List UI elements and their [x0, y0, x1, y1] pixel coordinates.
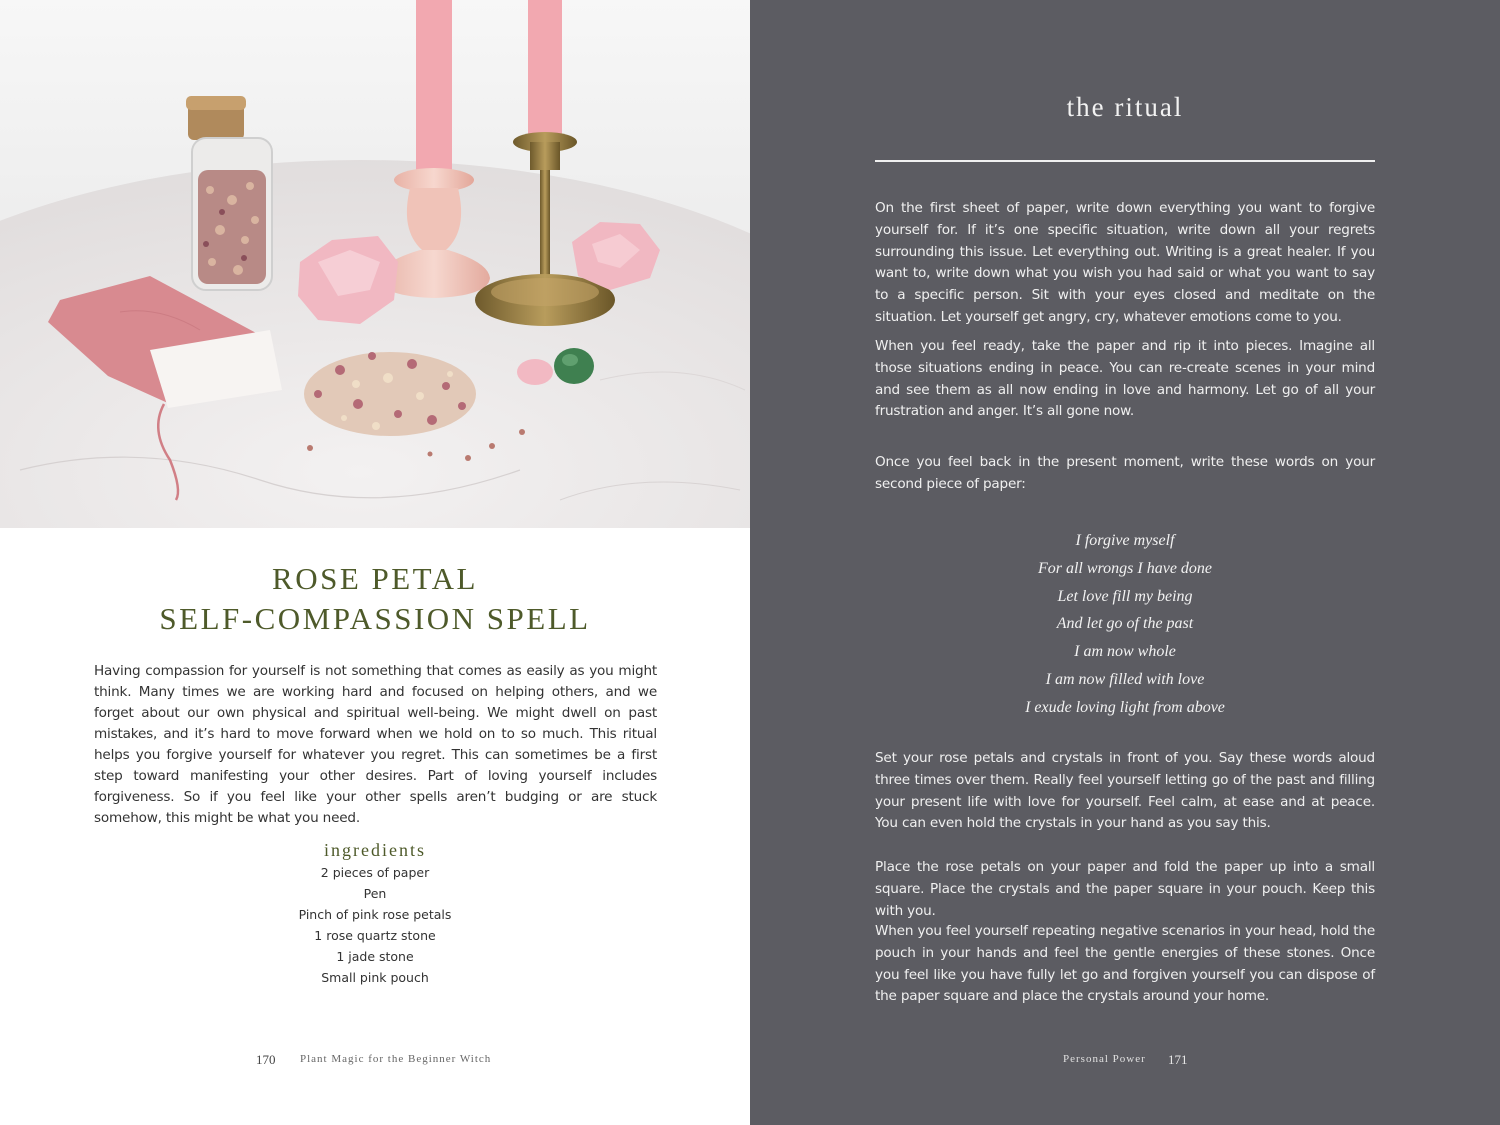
- spell-photo: [0, 0, 750, 528]
- right-page-number: 171: [1168, 1052, 1188, 1067]
- spell-title-line2: SELF-COMPASSION SPELL: [159, 601, 591, 636]
- ingredient-item: Pinch of pink rose petals: [298, 907, 452, 922]
- right-running-title: Personal Power: [1063, 1053, 1146, 1065]
- ingredients-list: [0, 862, 750, 988]
- left-page-number: 170: [256, 1052, 276, 1067]
- ritual-paragraph: When you feel yourself repeating negative scenarios in your head, hold the pouch in your hands and feel the gentle energies of these stones. Once you feel like you have fully let go and forgiven yourself you can dispose of the paper square and place the crystals around your home.: [875, 923, 1375, 1005]
- intro-paragraph: Having compassion for yourself is not something that comes as easily as you might think. Many times we are working hard and focused on helping others, and we forget about our own physical and spiritual well-being. We might dwell on past mistakes, and it’s hard to move forward when we hold on to so much. This ritual helps you forgive yourself for whatever you regret. This can sometimes be a first step toward manifesting your other desires. Part of loving yourself includes forgiveness. So if you feel like your other spells aren’t budging or are stuck somehow, this might be what you need.: [94, 663, 657, 826]
- chant-line: And let go of the past: [1056, 615, 1194, 633]
- ingredients-heading: ingredients: [324, 840, 426, 860]
- chant-line: I forgive myself: [1075, 532, 1175, 549]
- chant-line: I am now whole: [1074, 643, 1176, 661]
- chant-verse: [750, 527, 1500, 722]
- chant-line: For all wrongs I have done: [1037, 559, 1213, 577]
- chant-line: I exude loving light from above: [1025, 698, 1225, 716]
- ritual-paragraph: Set your rose petals and crystals in front of you. Say these words aloud three times over them. Really feel yourself letting go of the past and filling your present life with love for yourself. Feel calm, at ease and at peace. You can even hold the crystals in your hand as you say this.: [875, 750, 1375, 832]
- ritual-paragraph: Once you feel back in the present moment, write these words on your second piece of paper:: [875, 454, 1375, 492]
- ingredient-item: 1 jade stone: [336, 949, 414, 964]
- ingredient-item: Small pink pouch: [321, 970, 429, 985]
- ingredient-item: 2 pieces of paper: [320, 865, 430, 880]
- spell-title-line1: ROSE PETAL: [272, 561, 478, 596]
- left-running-title: Plant Magic for the Beginner Witch: [300, 1053, 492, 1065]
- chant-line: I am now filled with love: [1045, 670, 1205, 688]
- chant-line: Let love fill my being: [1057, 587, 1193, 605]
- ritual-paragraph: When you feel ready, take the paper and rip it into pieces. Imagine all those situations ending in peace. You can re-create scenes in your mind and see them as all now ending in love and harmony. Let go of all your frustration and anger. It’s all gone now.: [875, 338, 1375, 420]
- ritual-heading: the ritual: [1066, 92, 1184, 122]
- ingredient-item: 1 rose quartz stone: [314, 928, 436, 943]
- ritual-paragraph: Place the rose petals on your paper and fold the paper up into a small square. Place the crystals and the paper square in your pouch. Keep this with you.: [875, 859, 1375, 919]
- ingredient-item: Pen: [363, 886, 387, 901]
- ritual-divider: [875, 160, 1375, 162]
- ritual-paragraph: On the first sheet of paper, write down everything you want to forgive yourself for. If it’s one specific situation, write down all your regrets surrounding this issue. Let everything out. Writing is a great healer. If you want to, write down what you wish you had said or what you want to say to a specific person. Sit with your eyes closed and meditate on the situation. Let yourself get angry, cry, whatever emotions come to you.: [875, 200, 1375, 325]
